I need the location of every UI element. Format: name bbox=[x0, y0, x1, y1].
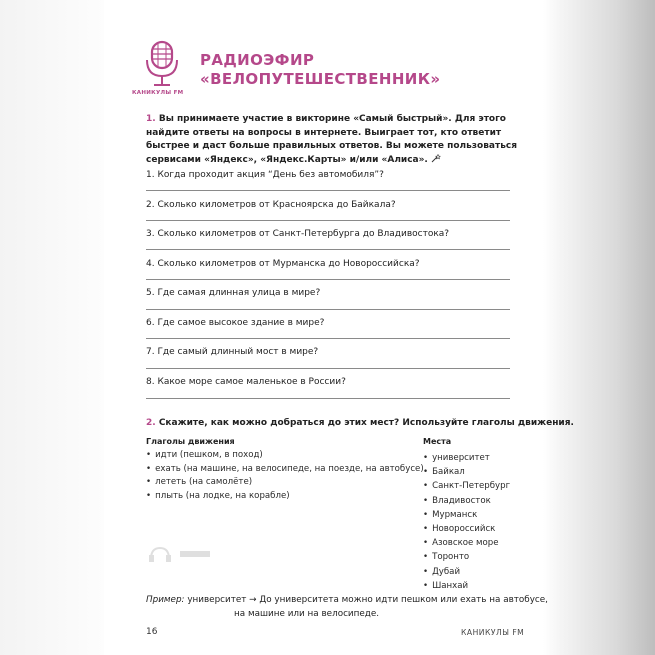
list-item: • Новороссийск bbox=[423, 524, 496, 535]
places-heading: Места bbox=[423, 437, 452, 446]
list-item: • Шанхай bbox=[423, 580, 469, 591]
answer-line-2[interactable] bbox=[146, 220, 510, 221]
list-item: • идти (пешком, в поход) bbox=[146, 450, 263, 460]
microphone-icon bbox=[140, 40, 184, 92]
answer-line-6[interactable] bbox=[146, 338, 510, 339]
list-item: • Торонто bbox=[423, 552, 470, 563]
page-number: 16 bbox=[146, 627, 158, 637]
list-item: • Санкт-Петербург bbox=[423, 481, 511, 492]
footer-brand: КАНИКУЛЫ FM bbox=[461, 628, 525, 637]
verbs-heading: Глаголы движения bbox=[146, 437, 235, 446]
task1-text: Вы принимаете участие в викторине «Самый быстрый». Для этого найдите ответы на вопросы в интернете. Выиграет тот, кто ответит быстрее и даст больше правильных ответов. Вы можете пользоваться сервисами «Яндекс», «Яндекс.Карты» и/или «Алиса». bbox=[146, 114, 517, 165]
list-item: • университет bbox=[423, 453, 490, 463]
task2-text: Скажите, как можно добраться до этих мест? Используйте глаголы движения. bbox=[158, 418, 574, 428]
example-label: Пример: bbox=[146, 595, 185, 605]
task1-instruction bbox=[146, 113, 518, 167]
question-3: 3. Сколько километров от Санкт-Петербурга до Владивостока? bbox=[146, 229, 450, 239]
example-line2: на машине или на велосипеде. bbox=[234, 608, 380, 619]
answer-line-5[interactable] bbox=[146, 309, 510, 310]
scan-right-shadow bbox=[543, 0, 655, 655]
list-item: • плыть (на лодке, на корабле) bbox=[146, 490, 290, 501]
task2-number: 2. bbox=[146, 418, 156, 428]
answer-line-1[interactable] bbox=[146, 190, 510, 191]
scan-left-margin bbox=[0, 0, 104, 655]
verbs-list bbox=[146, 449, 424, 503]
answer-line-8[interactable] bbox=[146, 398, 510, 399]
list-item: • ехать (на машине, на велосипеде, на поезде, на автобусе) bbox=[146, 463, 424, 474]
list-item: • Байкал bbox=[423, 467, 465, 478]
example-block bbox=[146, 594, 548, 621]
question-2: 2. Сколько километров от Красноярска до Байкала? bbox=[146, 200, 396, 210]
list-item: • Азовское море bbox=[423, 538, 499, 549]
list-item: • Владивосток bbox=[423, 495, 491, 506]
question-4: 4. Сколько километров от Мурманска до Новороссийска? bbox=[146, 259, 420, 269]
list-item: • Мурманск bbox=[423, 509, 478, 520]
task1-number: 1. bbox=[146, 114, 156, 124]
question-8: 8. Какое море самое маленькое в России? bbox=[146, 377, 346, 387]
places-list bbox=[423, 451, 510, 593]
question-5: 5. Где самая длинная улица в мире? bbox=[146, 288, 321, 298]
question-7: 7. Где самый длинный мост в мире? bbox=[146, 347, 319, 357]
magic-wand-icon bbox=[431, 154, 441, 163]
example-line1: университет → До университета можно идти пешком или ехать на автобусе, bbox=[187, 595, 548, 605]
page-title-line1: РАДИОЭФИР bbox=[200, 51, 315, 69]
list-item: • лететь (на самолёте) bbox=[146, 477, 253, 487]
page-title-line2: «ВЕЛОПУТЕШЕСТВЕННИК» bbox=[200, 70, 441, 88]
answer-line-7[interactable] bbox=[146, 368, 510, 369]
question-6: 6. Где самое высокое здание в мире? bbox=[146, 318, 325, 328]
answer-line-3[interactable] bbox=[146, 249, 510, 250]
bleed-through-headphones-icon bbox=[148, 545, 218, 563]
list-item: • Дубай bbox=[423, 566, 461, 577]
task2-instruction bbox=[146, 418, 574, 428]
question-1: 1. Когда проходит акция “День без автомобиля”? bbox=[146, 170, 384, 180]
logo-caption: КАНИКУЛЫ FM bbox=[132, 90, 184, 96]
answer-line-4[interactable] bbox=[146, 279, 510, 280]
